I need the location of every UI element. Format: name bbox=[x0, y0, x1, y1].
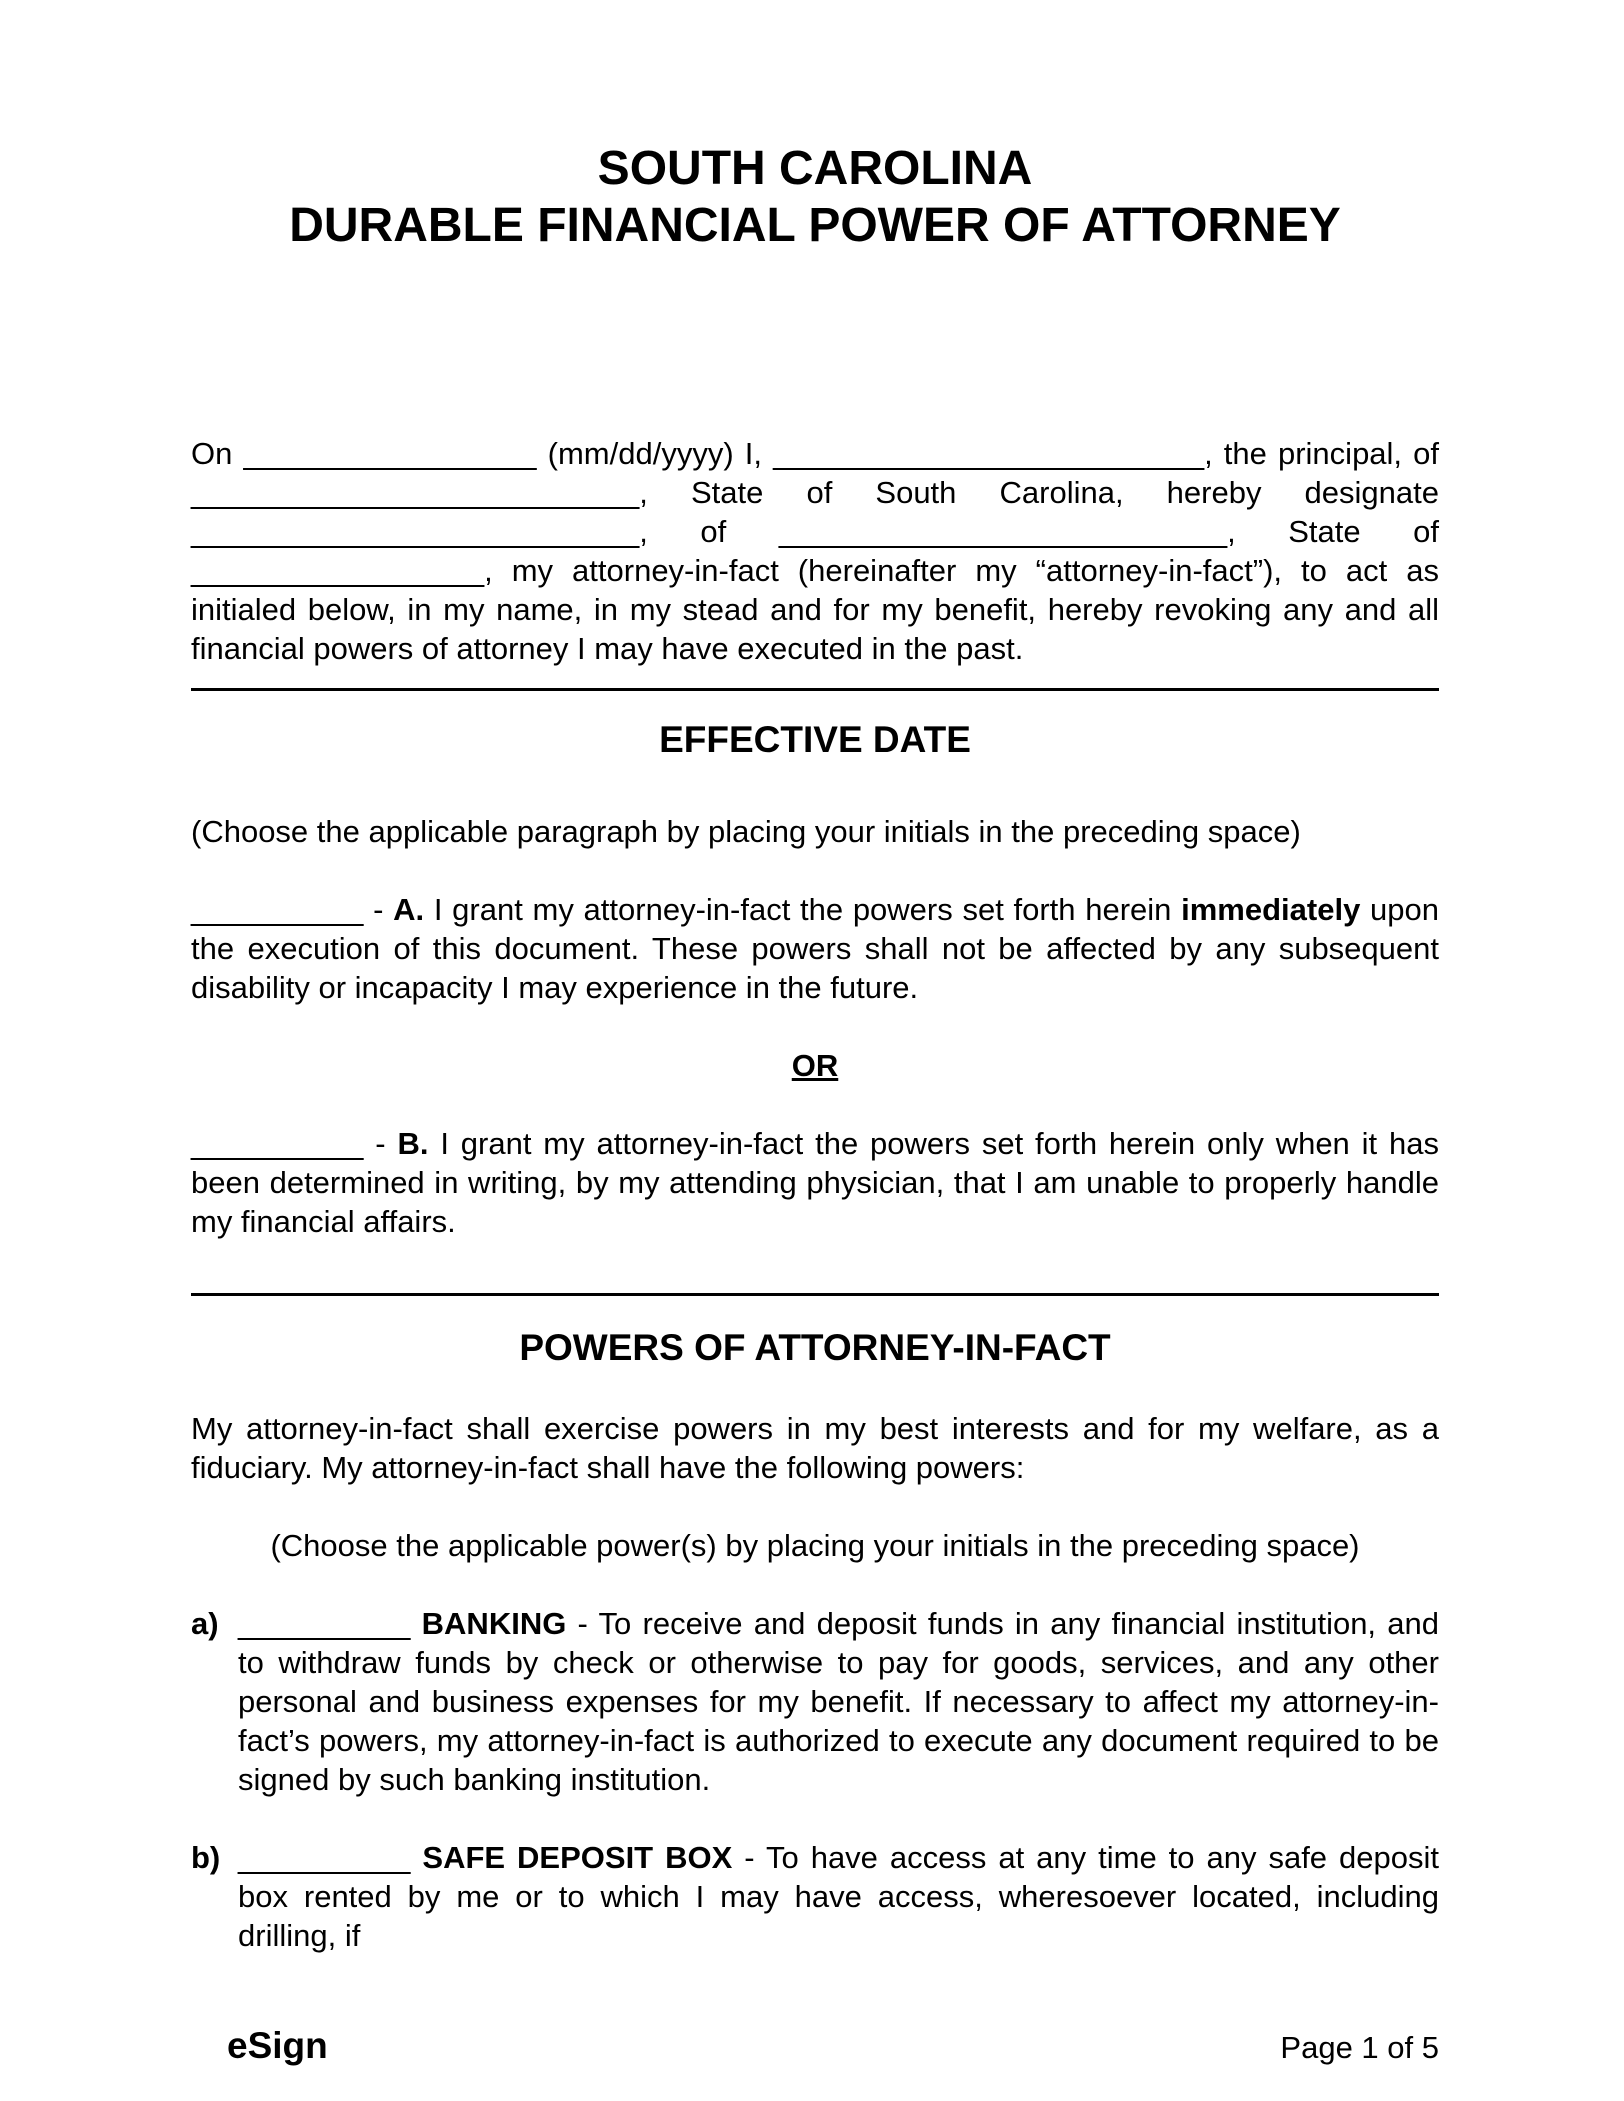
intro-run-closing: , my attorney-in-fact (hereinafter my “attorney-in-fact”), to act as initialed below, in my name, in my stead and for my benefit, hereby revoking any and all financial powers of attorney I may have executed in the past. bbox=[191, 553, 1439, 666]
power-item-body: - To have access at any time to any safe deposit box rented by me or to which I may have access, wheresoever located, including drilling, if bbox=[238, 1840, 1439, 1953]
powers-heading: POWERS OF ATTORNEY-IN-FACT bbox=[519, 1327, 1111, 1368]
intro-run-after-date: (mm/dd/yyyy) I, bbox=[536, 436, 774, 471]
page-footer bbox=[191, 2026, 1439, 2067]
power-item-title: BANKING bbox=[421, 1606, 567, 1641]
power-item-marker: b) bbox=[191, 1840, 221, 1875]
power-item-safe-deposit-box bbox=[191, 1838, 1439, 1955]
or-label: OR bbox=[791, 1048, 839, 1083]
or-separator bbox=[191, 1046, 1439, 1085]
intro-run-state-of: , State of bbox=[1227, 514, 1439, 549]
document-title-line1: SOUTH CAROLINA bbox=[597, 142, 1033, 195]
agent-state-blank[interactable]: _________________ bbox=[191, 553, 485, 588]
principal-address-blank[interactable]: __________________________ bbox=[191, 475, 640, 510]
power-item-title: SAFE DEPOSIT BOX bbox=[422, 1840, 733, 1875]
document-title-line2: DURABLE FINANCIAL POWER OF ATTORNEY bbox=[289, 199, 1341, 252]
option-b-text: I grant my attorney-in-fact the powers set forth herein only when it has been determined in writing, by my attending physician, that I am unable to properly handle my financial affairs. bbox=[191, 1126, 1439, 1239]
option-b-paragraph bbox=[191, 1124, 1439, 1241]
intro-run-after-address: , State of South Carolina, hereby designate bbox=[639, 475, 1439, 510]
power-item-text bbox=[238, 1838, 1439, 1955]
agent-address-blank[interactable]: __________________________ bbox=[778, 514, 1228, 549]
intro-run-on: On bbox=[191, 436, 244, 471]
document-title bbox=[191, 140, 1439, 254]
option-a-text-2: upon the execution of this document. These powers shall not be affected by any subsequent disability or incapacity I may experience in the future. bbox=[191, 892, 1439, 1005]
option-a-label: A. bbox=[393, 892, 425, 927]
agent-name-blank[interactable]: __________________________ bbox=[191, 514, 640, 549]
intro-paragraph bbox=[191, 434, 1439, 668]
option-b-dash: - bbox=[363, 1126, 398, 1161]
section-divider bbox=[191, 1293, 1439, 1296]
intro-run-after-principal: , the principal, of bbox=[1204, 436, 1439, 471]
effective-date-heading: EFFECTIVE DATE bbox=[659, 719, 971, 760]
power-item-marker: a) bbox=[191, 1606, 219, 1641]
powers-instruction: (Choose the applicable power(s) by placing your initials in the preceding space) bbox=[270, 1528, 1360, 1563]
execution-date-blank[interactable]: _________________ bbox=[243, 436, 537, 471]
power-item-body: - To receive and deposit funds in any financial institution, and to withdraw funds by check or otherwise to pay for goods, services, and any other personal and business expenses for my benefit. If necessary to affect my attorney-in-fact’s powers, my attorney-in-fact is authorized to execute any document required to be signed by such banking institution. bbox=[238, 1606, 1440, 1797]
option-a-paragraph bbox=[191, 890, 1439, 1007]
powers-intro-paragraph: My attorney-in-fact shall exercise powers in my best interests and for my welfare, as a fiduciary. My attorney-in-fact shall have the following powers: bbox=[191, 1411, 1439, 1485]
banking-initials-blank[interactable]: __________ bbox=[238, 1606, 422, 1641]
option-a-initials-blank[interactable]: __________ bbox=[191, 892, 364, 927]
principal-name-blank[interactable]: _________________________ bbox=[773, 436, 1205, 471]
option-a-text-1: I grant my attorney-in-fact the powers set forth herein bbox=[424, 892, 1182, 927]
power-item-text bbox=[238, 1604, 1439, 1799]
safe-deposit-initials-blank[interactable]: __________ bbox=[238, 1840, 423, 1875]
effective-date-instruction: (Choose the applicable paragraph by placing your initials in the preceding space) bbox=[191, 814, 1301, 849]
section-divider bbox=[191, 688, 1439, 691]
power-item-banking bbox=[191, 1604, 1439, 1799]
option-b-label: B. bbox=[397, 1126, 429, 1161]
esign-logo: eSign bbox=[227, 2025, 328, 2066]
option-b-initials-blank[interactable]: __________ bbox=[191, 1126, 364, 1161]
intro-run-of: , of bbox=[639, 514, 779, 549]
option-a-dash: - bbox=[363, 892, 394, 927]
option-a-immediately: immediately bbox=[1181, 892, 1361, 927]
page-number: Page 1 of 5 bbox=[1280, 2030, 1439, 2065]
